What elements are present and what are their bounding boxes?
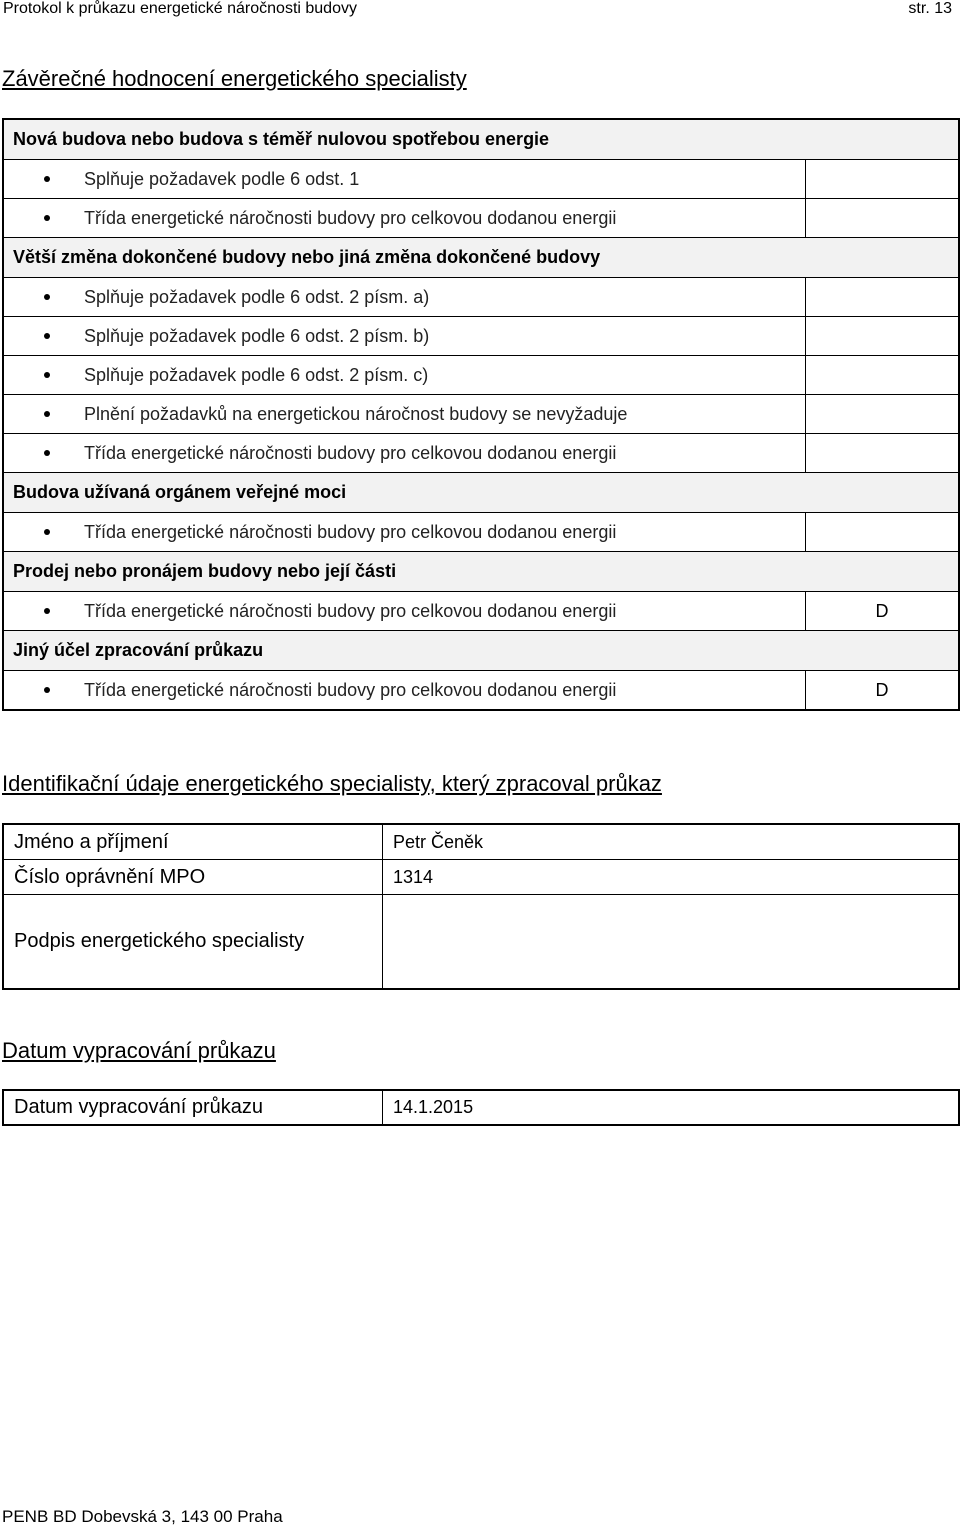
- row-label: Plnění požadavků na energetickou náročnost budovy se nevyžaduje: [3, 395, 806, 434]
- preparation-date-label: Datum vypracování průkazu: [14, 1096, 264, 1118]
- document-header-title: Protokol k průkazu energetické náročnosti budovy: [3, 0, 357, 17]
- preparation-date-title: Datum vypracování průkazu: [2, 1038, 276, 1063]
- row-label: Splňuje požadavek podle 6 odst. 1: [3, 160, 806, 199]
- section-heading-major-change: Větší změna dokončené budovy nebo jiná změna dokončené budovy: [3, 238, 959, 278]
- energy-class-value: D: [806, 671, 960, 711]
- identification-table: [2, 823, 960, 990]
- page-number: str. 13: [908, 0, 952, 17]
- identification-title: Identifikační údaje energetického specialisty, který zpracoval průkaz: [2, 771, 662, 796]
- row-label: Třída energetické náročnosti budovy pro celkovou dodanou energii: [3, 513, 806, 552]
- evaluation-table: [2, 118, 960, 711]
- section-heading-new-building: Nová budova nebo budova s téměř nulovou spotřebou energie: [3, 119, 959, 160]
- row-label: Třída energetické náročnosti budovy pro celkovou dodanou energii: [3, 592, 806, 631]
- row-value: [806, 317, 960, 356]
- preparation-date-table: [2, 1089, 960, 1126]
- section-heading-other-purpose: Jiný účel zpracování průkazu: [3, 631, 959, 671]
- row-label: Splňuje požadavek podle 6 odst. 2 písm. c): [3, 356, 806, 395]
- row-value: [806, 199, 960, 238]
- preparation-date-value: 14.1.2015: [383, 1090, 960, 1125]
- row-label: Splňuje požadavek podle 6 odst. 2 písm. a): [3, 278, 806, 317]
- row-value: [806, 160, 960, 199]
- section-heading-sale-rent: Prodej nebo pronájem budovy nebo její části: [3, 552, 959, 592]
- evaluation-title: Závěrečné hodnocení energetického specialisty: [2, 66, 467, 91]
- row-value: [806, 513, 960, 552]
- row-label: Třída energetické náročnosti budovy pro celkovou dodanou energii: [3, 434, 806, 473]
- section-heading-public-authority: Budova užívaná orgánem veřejné moci: [3, 473, 959, 513]
- row-label: Splňuje požadavek podle 6 odst. 2 písm. b): [3, 317, 806, 356]
- row-value: [806, 278, 960, 317]
- energy-class-value: D: [806, 592, 960, 631]
- row-value: [806, 434, 960, 473]
- row-value: [806, 356, 960, 395]
- row-label: Třída energetické náročnosti budovy pro celkovou dodanou energii: [3, 671, 806, 711]
- authorization-number-label: Číslo oprávnění MPO: [3, 860, 383, 895]
- name-value: Petr Čeněk: [383, 824, 960, 860]
- row-label: Třída energetické náročnosti budovy pro celkovou dodanou energii: [3, 199, 806, 238]
- row-value: [806, 395, 960, 434]
- authorization-number-value: 1314: [383, 860, 960, 895]
- signature-label: Podpis energetického specialisty: [14, 930, 305, 952]
- name-label: Jméno a příjmení: [3, 824, 383, 860]
- document-footer: PENB BD Dobevská 3, 143 00 Praha: [2, 1507, 283, 1526]
- signature-field: [383, 895, 960, 990]
